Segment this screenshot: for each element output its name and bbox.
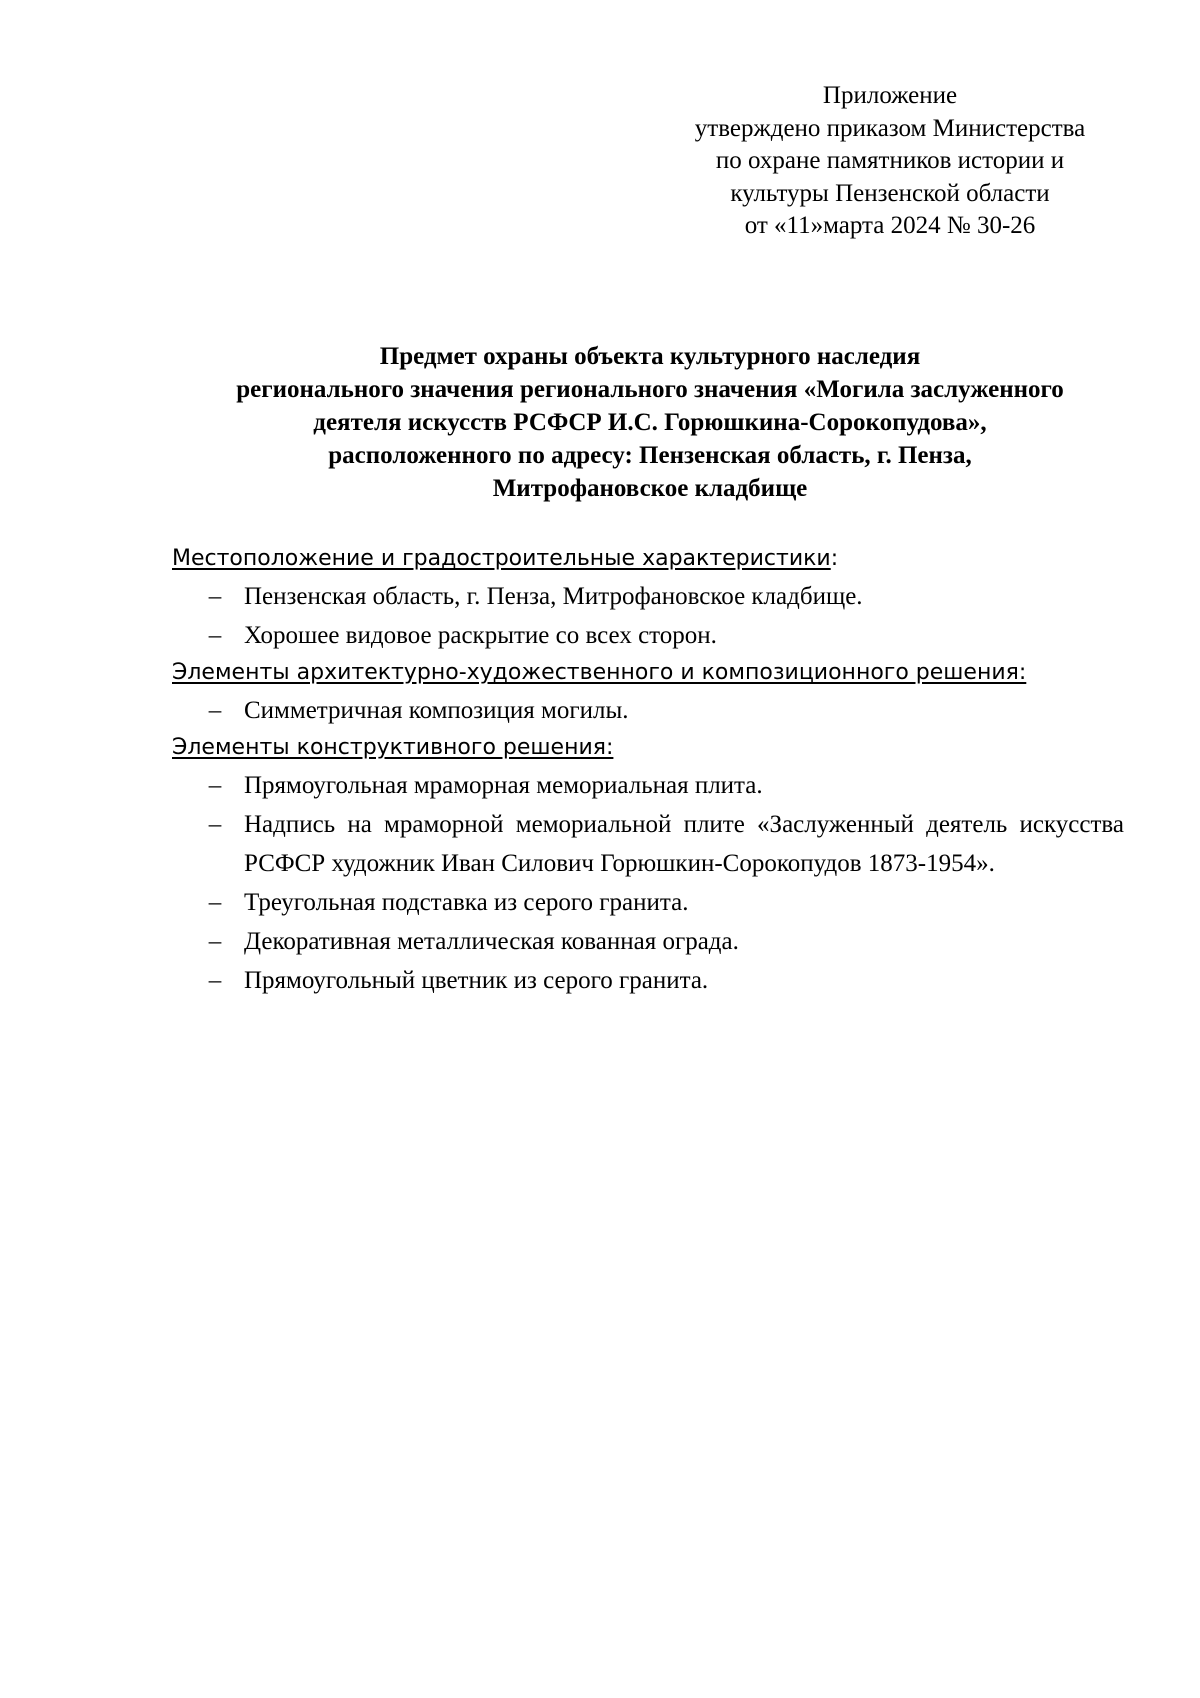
approval-block [640,80,1140,243]
dash-bullet: – [208,697,222,724]
list-item [172,766,1124,805]
approval-line: культуры Пензенской области [730,179,1050,207]
list-item-text: Надпись на мраморной мемориальной плите «Заслуженный деятель искусства РСФСР художник Иван Силович Горюшкин-Сорокопудов 1873-1954». [244,811,1124,877]
list-item [172,691,1124,730]
section-heading-text: Местоположение и градостроительные характеристики [172,546,831,571]
section-heading [172,541,1124,577]
title-line: регионального значения регионального значения «Могила заслуженного [236,376,1064,403]
list-item-text: Пензенская область, г. Пенза, Митрофановское кладбище. [244,583,863,610]
document-body [172,541,1124,1000]
dash-bullet: – [208,583,222,610]
list-item [172,922,1124,961]
section-location [172,541,1124,655]
section-heading-text: Элементы архитектурно-художественного и композиционного решения: [172,660,1027,685]
title-line: деятеля искусств РСФСР И.С. Горюшкина-Сорокопудова», [313,409,987,436]
section-list [172,766,1124,1000]
list-item [172,805,1124,883]
list-item-text: Прямоугольный цветник из серого гранита. [244,967,709,994]
dash-bullet: – [208,889,222,916]
section-heading [172,730,1124,766]
approval-line: по охране памятников истории и [715,147,1065,174]
section-heading-text: Элементы конструктивного решения: [172,735,614,760]
list-item [172,961,1124,1000]
dash-bullet: – [208,928,222,955]
list-item-text: Прямоугольная мраморная мемориальная плита. [244,772,763,799]
section-construction [172,730,1124,1000]
list-item [172,577,1124,616]
list-item-text: Треугольная подставка из серого гранита. [244,889,689,916]
section-heading [172,655,1124,691]
list-item [172,616,1124,655]
dash-bullet: – [208,772,222,799]
list-item-text: Декоративная металлическая кованная ограда. [244,928,739,955]
section-list [172,691,1124,730]
title-line: Предмет охраны объекта культурного наследия [379,343,921,370]
section-architecture [172,655,1124,730]
approval-line: утверждено приказом Министерства [694,114,1086,142]
section-heading-suffix: : [830,546,839,571]
approval-line: Приложение [822,82,958,109]
list-item-text: Симметричная композиция могилы. [244,697,629,724]
document-title [150,340,1150,505]
dash-bullet: – [208,967,222,994]
section-list [172,577,1124,655]
title-line: расположенного по адресу: Пензенская область, г. Пенза, [328,442,972,469]
dash-bullet: – [208,622,222,649]
approval-line: от «11»марта 2024 № 30-26 [744,212,1036,239]
list-item-text: Хорошее видовое раскрытие со всех сторон. [244,622,717,649]
dash-bullet: – [208,811,222,838]
list-item [172,883,1124,922]
title-line: Митрофановское кладбище [492,475,808,502]
